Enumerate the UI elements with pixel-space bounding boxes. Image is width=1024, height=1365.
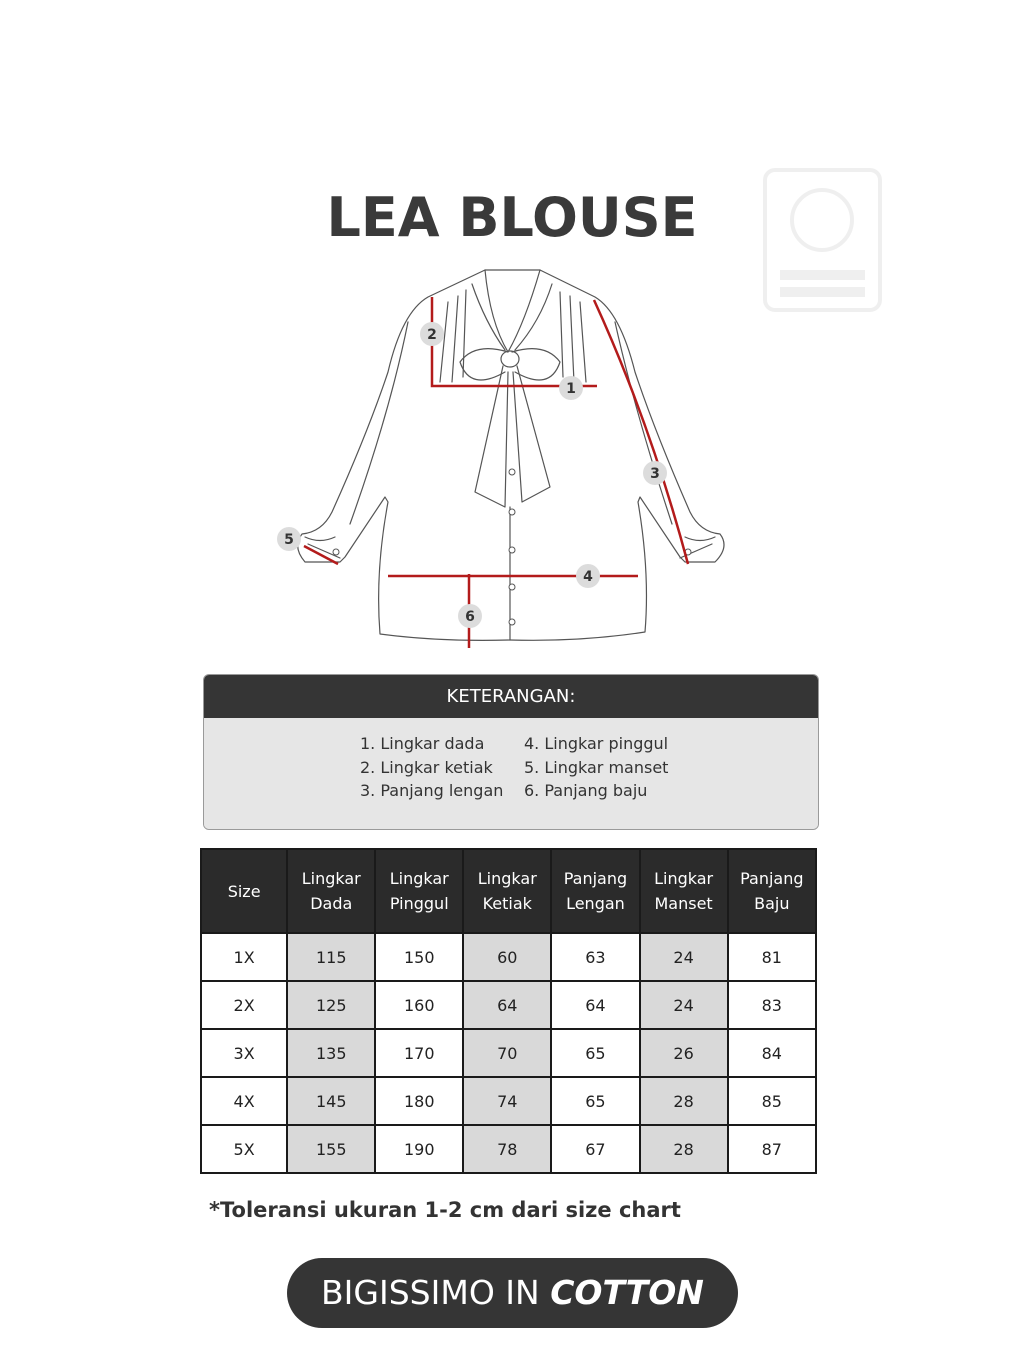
legend-item: 2. Lingkar ketiak bbox=[360, 757, 493, 777]
blouse-illustration bbox=[260, 262, 760, 654]
header-panjang-lengan: Panjang Lengan bbox=[551, 849, 639, 933]
table-cell: 28 bbox=[640, 1077, 728, 1125]
legend-item: 6. Panjang baju bbox=[524, 781, 648, 800]
brand-watermark-icon bbox=[760, 165, 885, 315]
cell-size: 1X bbox=[201, 933, 287, 981]
header-lingkar-ketiak: Lingkar Ketiak bbox=[463, 849, 551, 933]
table-cell: 78 bbox=[463, 1125, 551, 1173]
legend-heading: KETERANGAN: bbox=[204, 675, 818, 718]
cell-size: 5X bbox=[201, 1125, 287, 1173]
table-cell: 67 bbox=[551, 1125, 639, 1173]
legend-body bbox=[204, 718, 818, 829]
header-size: Size bbox=[201, 849, 287, 933]
header-panjang-baju: Panjang Baju bbox=[728, 849, 816, 933]
legend-item: 1. Lingkar dada bbox=[360, 734, 485, 753]
table-cell: 170 bbox=[375, 1029, 463, 1077]
legend-panel bbox=[203, 674, 819, 830]
table-cell: 85 bbox=[728, 1077, 816, 1125]
table-cell: 28 bbox=[640, 1125, 728, 1173]
table-row bbox=[201, 1125, 816, 1173]
table-cell: 84 bbox=[728, 1029, 816, 1077]
table-cell: 63 bbox=[551, 933, 639, 981]
legend-item: 4. Lingkar pinggul bbox=[524, 734, 669, 753]
table-cell: 64 bbox=[463, 981, 551, 1029]
table-cell: 65 bbox=[551, 1029, 639, 1077]
table-cell: 87 bbox=[728, 1125, 816, 1173]
table-cell: 135 bbox=[287, 1029, 375, 1077]
table-row bbox=[201, 1077, 816, 1125]
table-cell: 64 bbox=[551, 981, 639, 1029]
table-cell: 74 bbox=[463, 1077, 551, 1125]
marker-4: 4 bbox=[583, 569, 593, 585]
table-cell: 115 bbox=[287, 933, 375, 981]
marker-6: 6 bbox=[465, 609, 475, 625]
table-cell: 65 bbox=[551, 1077, 639, 1125]
table-cell: 190 bbox=[375, 1125, 463, 1173]
header-lingkar-pinggul: Lingkar Pinggul bbox=[375, 849, 463, 933]
table-cell: 24 bbox=[640, 981, 728, 1029]
table-row bbox=[201, 981, 816, 1029]
table-cell: 180 bbox=[375, 1077, 463, 1125]
table-cell: 70 bbox=[463, 1029, 551, 1077]
legend-column-right bbox=[524, 732, 668, 803]
table-row bbox=[201, 1029, 816, 1077]
table-cell: 155 bbox=[287, 1125, 375, 1173]
footer-emphasis: COTTON bbox=[550, 1273, 704, 1312]
table-row bbox=[201, 933, 816, 981]
marker-1: 1 bbox=[566, 381, 576, 397]
table-cell: 160 bbox=[375, 981, 463, 1029]
legend-column-left bbox=[360, 732, 503, 803]
table-cell: 24 bbox=[640, 933, 728, 981]
legend-item: 3. Panjang lengan bbox=[360, 781, 504, 800]
table-cell: 81 bbox=[728, 933, 816, 981]
footer-banner bbox=[287, 1258, 738, 1328]
marker-5: 5 bbox=[284, 532, 294, 548]
cell-size: 3X bbox=[201, 1029, 287, 1077]
table-cell: 83 bbox=[728, 981, 816, 1029]
footer-text: BIGISSIMO IN bbox=[321, 1273, 551, 1312]
cell-size: 4X bbox=[201, 1077, 287, 1125]
table-cell: 60 bbox=[463, 933, 551, 981]
table-cell: 125 bbox=[287, 981, 375, 1029]
marker-3: 3 bbox=[650, 466, 660, 482]
table-cell: 145 bbox=[287, 1077, 375, 1125]
size-chart-table bbox=[200, 848, 817, 1174]
table-cell: 26 bbox=[640, 1029, 728, 1077]
tolerance-note: *Toleransi ukuran 1-2 cm dari size chart bbox=[209, 1198, 681, 1222]
table-header-row bbox=[201, 849, 816, 933]
header-lingkar-dada: Lingkar Dada bbox=[287, 849, 375, 933]
table-cell: 150 bbox=[375, 933, 463, 981]
header-lingkar-manset: Lingkar Manset bbox=[640, 849, 728, 933]
legend-item: 5. Lingkar manset bbox=[524, 757, 669, 777]
page-title: LEA BLOUSE bbox=[326, 186, 698, 249]
cell-size: 2X bbox=[201, 981, 287, 1029]
marker-2: 2 bbox=[427, 327, 437, 343]
